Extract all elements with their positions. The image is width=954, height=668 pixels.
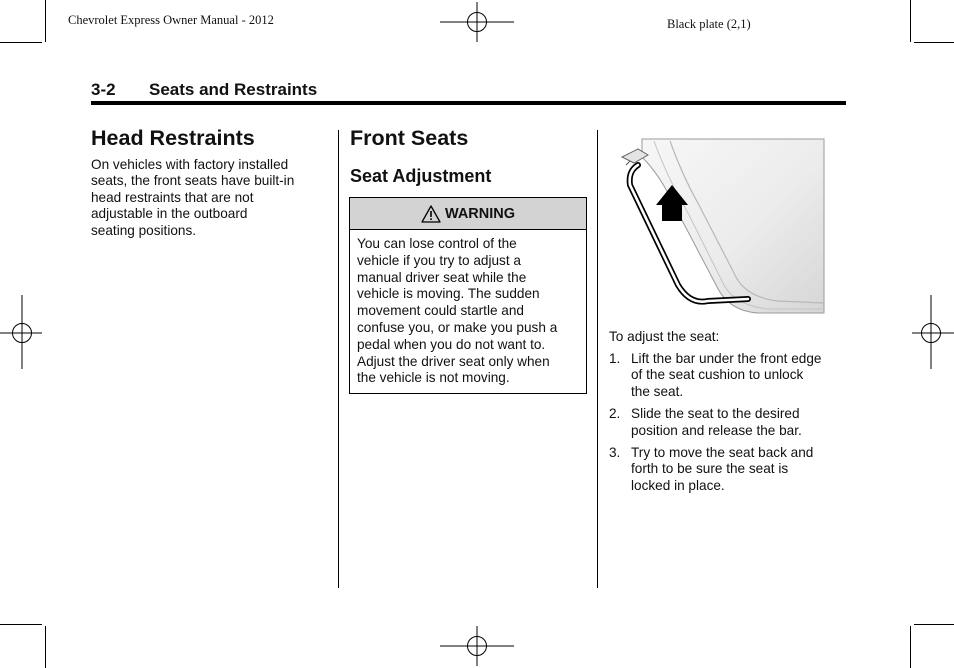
registration-mark-left [0,295,44,371]
step-line: the seat. [631,383,684,399]
warning-line: Adjust the driver seat only when [357,353,550,369]
column-divider-left [338,130,339,588]
warning-label: WARNING [444,205,516,222]
front-seats-heading: Front Seats [350,126,469,150]
plate-label: Black plate (2,1) [667,17,751,31]
step-line: locked in place. [631,477,725,493]
seat-adjustment-heading: Seat Adjustment [350,166,492,186]
warning-line: vehicle is moving. The sudden [357,286,540,302]
step-number: 1. [609,351,621,366]
step-line: of the seat cushion to unlock [631,367,804,383]
warning-line: confuse you, or make you push a [357,319,558,335]
column-divider-right [597,130,598,588]
head-restraints-heading: Head Restraints [91,126,255,150]
list-item [609,351,845,400]
adjust-intro: To adjust the seat: [609,329,720,344]
warning-line: You can lose control of the [357,236,517,251]
section-number: 3-2 [91,80,116,99]
step-line: forth to be sure the seat is [631,461,789,477]
warning-box [349,197,587,394]
head-restraints-body [91,157,327,239]
section-title: Seats and Restraints [149,80,318,99]
adjust-steps [609,351,845,500]
seat-adjustment-illustration [608,135,838,315]
warning-line: the vehicle is not moving. [357,370,510,386]
warning-line: movement could startle and [357,303,524,319]
body-line: head restraints that are not [91,189,254,205]
registration-mark-bottom [440,626,516,668]
warning-header [350,198,586,230]
list-item [609,406,845,439]
body-line: seating positions. [91,222,197,238]
step-line: Lift the bar under the front edge [631,351,822,366]
step-line: Try to move the seat back and [631,445,814,461]
step-number: 3. [609,445,621,461]
list-item [609,445,845,494]
warning-line: pedal when you do not want to. [357,336,546,352]
step-number: 2. [609,406,621,422]
warning-line: vehicle if you try to adjust a [357,252,521,268]
warning-text [350,230,586,387]
step-line: Slide the seat to the desired [631,406,800,422]
registration-mark-right [910,295,954,371]
step-line: position and release the bar. [631,422,802,438]
registration-mark-top [440,0,516,44]
warning-line: manual driver seat while the [357,269,527,285]
body-line: On vehicles with factory installed [91,157,289,172]
section-rule [91,101,846,105]
head-restraints-section [91,126,327,239]
warning-triangle-icon [421,205,441,223]
body-line: seats, the front seats have built-in [91,173,295,189]
manual-title: Chevrolet Express Owner Manual - 2012 [68,13,274,27]
body-line: adjustable in the outboard [91,206,248,222]
